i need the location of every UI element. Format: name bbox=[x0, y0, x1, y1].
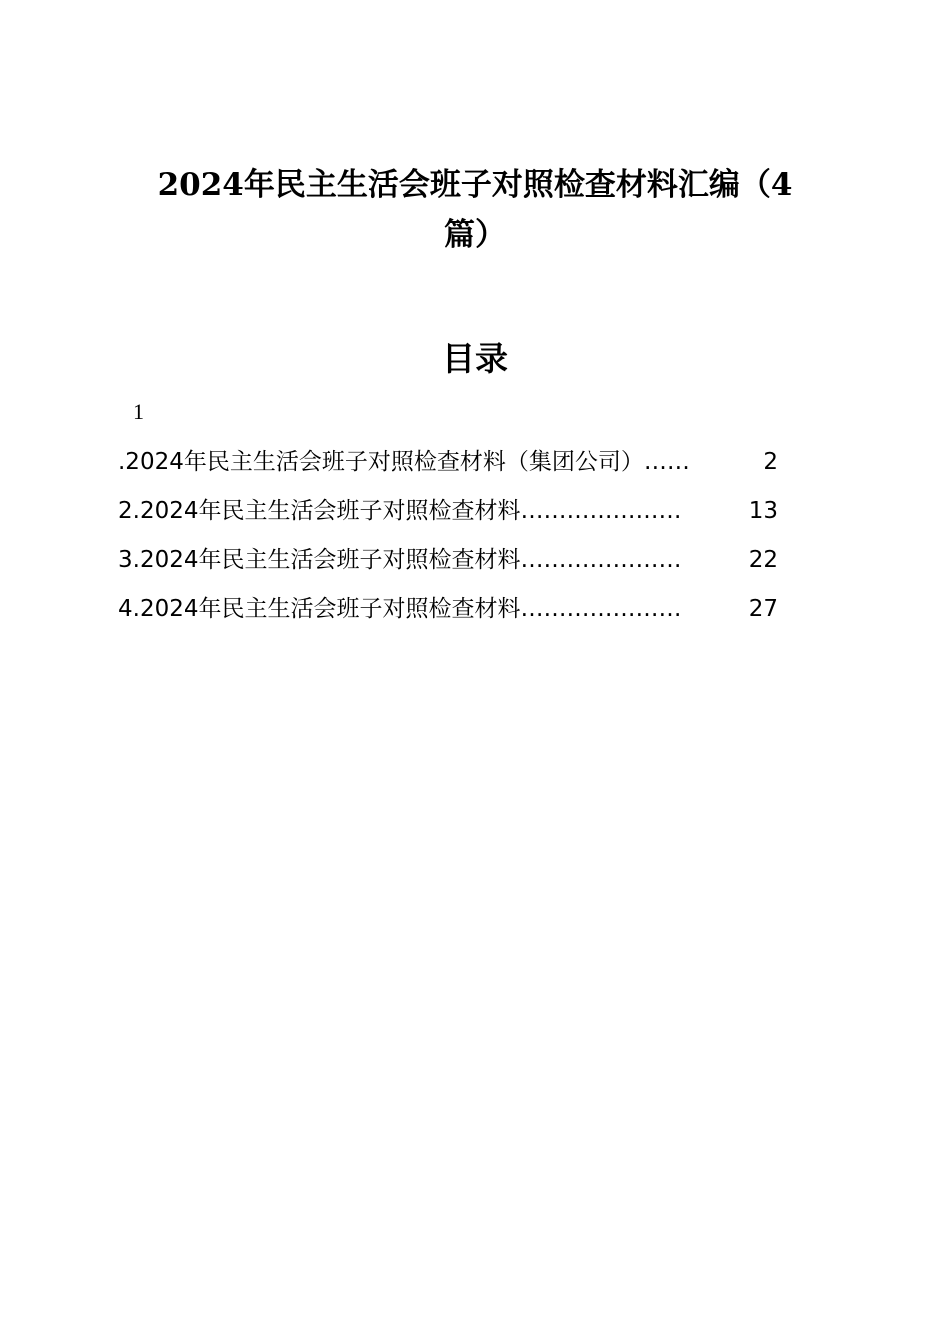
toc-entry-leader: …… bbox=[643, 449, 690, 475]
toc-stray-number: 1 bbox=[133, 399, 144, 424]
toc-entry-leader: ………………… bbox=[520, 498, 682, 524]
toc-entry-page-number: 27 bbox=[748, 596, 778, 622]
toc-entry-page-number: 2 bbox=[763, 449, 778, 475]
toc-entry-page-number: 13 bbox=[748, 498, 778, 524]
toc-entry-leader: ………………… bbox=[520, 547, 682, 573]
toc-entry-1[interactable] bbox=[118, 442, 778, 491]
toc-entry-3[interactable] bbox=[118, 540, 778, 589]
toc-entry-page-number: 22 bbox=[748, 547, 778, 573]
toc-entry-title: 4.2024年民主生活会班子对照检查材料 bbox=[118, 596, 521, 622]
toc-entry-title: .2024年民主生活会班子对照检查材料（集团公司） bbox=[118, 449, 644, 475]
document-title-line-1: 2024年民主生活会班子对照检查材料汇编（4 bbox=[157, 167, 793, 203]
toc-heading: 目录 bbox=[442, 339, 508, 378]
toc-entry-title: 2.2024年民主生活会班子对照检查材料 bbox=[118, 498, 521, 524]
document-title-line-2: 篇） bbox=[444, 217, 506, 253]
toc-entry-leader: ………………… bbox=[520, 596, 682, 622]
table-of-contents bbox=[118, 442, 778, 638]
toc-entry-4[interactable] bbox=[118, 589, 778, 638]
toc-entry-title: 3.2024年民主生活会班子对照检查材料 bbox=[118, 547, 521, 573]
document-title bbox=[100, 160, 850, 260]
toc-entry-2[interactable] bbox=[118, 491, 778, 540]
